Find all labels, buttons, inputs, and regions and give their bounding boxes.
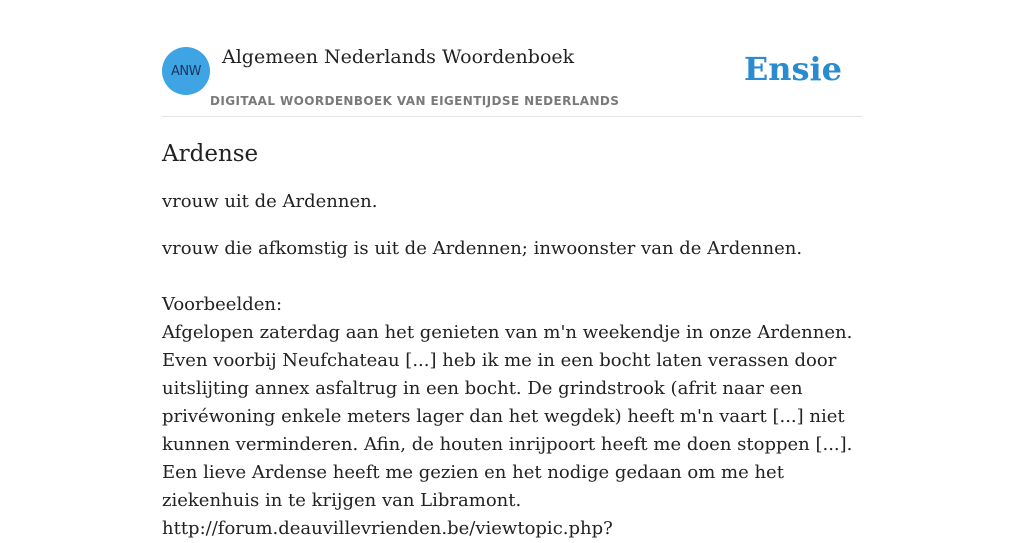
entry-content — [162, 138, 862, 543]
example-text: Afgelopen zaterdag aan het genieten van m'n weekendje in onze Ardennen. Even voorbij Neufchateau [...] heb ik me in een bocht laten verassen door uitslijting annex asfaltrug in een bocht. De grindstrook (afrit naar een privéwoning enkele meters lager dan het wegdek) heeft m'n vaart [...] niet kunnen verminderen. Afin, de houten inrijpoort heeft me doen stoppen [...]. Een lieve Ardense heeft me gezien en het nodige gedaan om me het ziekenhuis in te krijgen van Libramont. — [162, 322, 853, 511]
dictionary-subtitle: DIGITAAL WOORDENBOEK VAN EIGENTIJDSE NEDERLANDS — [210, 94, 620, 108]
anw-logo-text: ANW — [171, 63, 201, 79]
anw-logo[interactable] — [162, 47, 210, 95]
example-source-link[interactable]: http://forum.deauvillevrienden.be/viewtopic.php? — [162, 518, 613, 539]
site-header — [162, 0, 862, 117]
examples-label: Voorbeelden: — [162, 294, 283, 315]
dictionary-title[interactable]: Algemeen Nederlands Woordenboek — [222, 46, 575, 68]
ensie-logo-link[interactable]: Ensie — [743, 50, 842, 88]
short-definition: vrouw uit de Ardennen. — [162, 191, 378, 212]
entry-headword: Ardense — [162, 141, 259, 167]
long-definition: vrouw die afkomstig is uit de Ardennen; inwoonster van de Ardennen. — [162, 238, 803, 259]
